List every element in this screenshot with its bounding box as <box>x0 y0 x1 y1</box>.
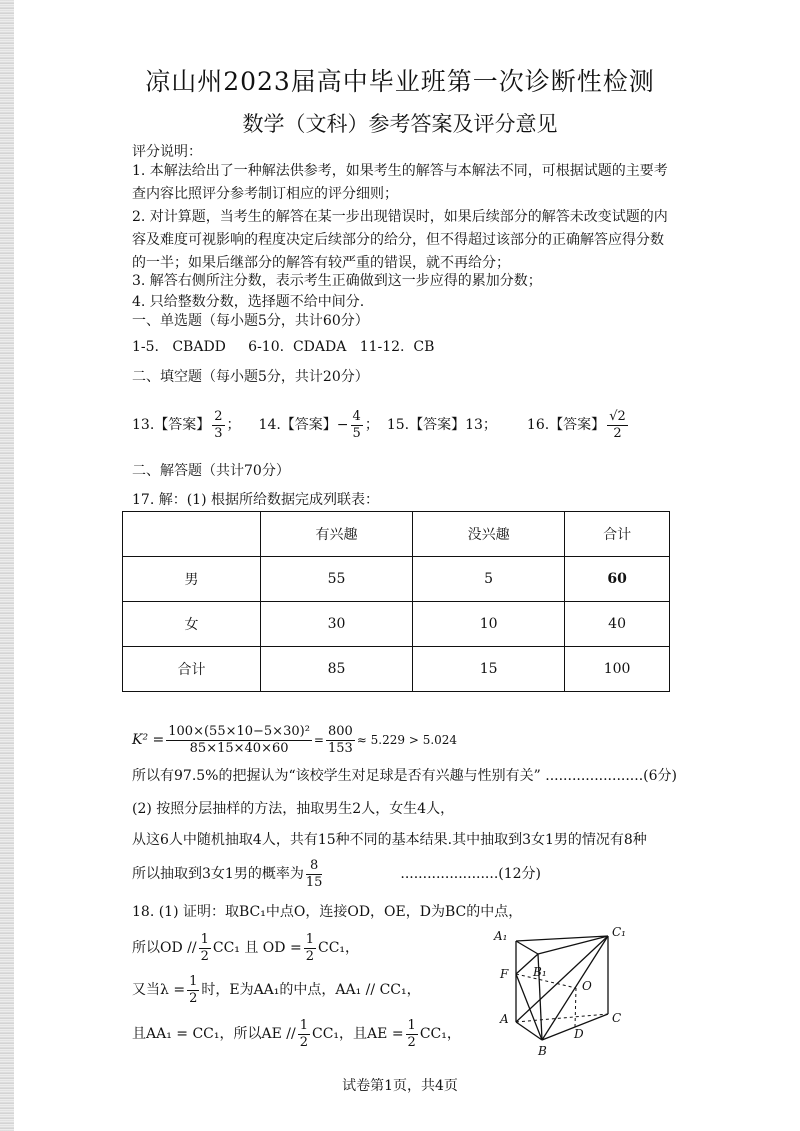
table-cell: 55 <box>261 557 413 602</box>
table-header-cell: 有兴趣 <box>261 512 413 557</box>
note-1: 1. 本解法给出了一种解法供参考，如果考生的解答与本解法不同，可根据试题的主要考查内容比照评分参考制订相应的评分细则； <box>132 163 668 202</box>
edge-a1c1 <box>516 936 608 941</box>
label-o: O <box>582 979 592 993</box>
table-cell: 男 <box>123 557 261 602</box>
k2-fraction2 <box>326 724 355 757</box>
half-num: 1 <box>200 931 209 947</box>
k2-fraction <box>166 724 312 757</box>
q17-probability <box>132 856 541 892</box>
half-num: 1 <box>407 1017 416 1033</box>
table-cell: 85 <box>261 647 413 692</box>
section3-heading: 二、解答题（共计70分） <box>132 463 290 479</box>
note-4: 4. 只给整数分数，选择题不给中间分. <box>132 294 365 310</box>
page-footer: 试卷第1页，共4页 <box>342 1078 458 1094</box>
section2-heading: 二、填空题（每小题5分，共计20分） <box>132 369 369 385</box>
q18-line3a: 又当λ = <box>132 982 186 998</box>
k2-eq: = <box>313 733 324 747</box>
q18-line4a: 且AA₁ = CC₁，所以AE // <box>132 1026 296 1042</box>
q18-line4b: CC₁，且AE = <box>312 1026 404 1042</box>
label-b: B <box>538 1044 547 1058</box>
half-den: 2 <box>299 1034 308 1050</box>
label-c: C <box>612 1011 622 1025</box>
note-3: 3. 解答右侧所注分数，表示考生正确做到这一步应得的累加分数； <box>132 273 542 289</box>
q15-answer: 15.【答案】13； <box>386 417 497 433</box>
q13-fraction <box>212 409 224 442</box>
q18-line2 <box>132 930 359 966</box>
fill-answers: 13.【答案】 $\frac{2}{3}$ ； 14.【答案】− $\frac{4}{5}$ ； 15.【答案】13； 16.【答案】 $\frac{√2}{2}$ <box>132 408 626 441</box>
q18-line1: 18. (1) 证明：取BC₁中点O，连接OD，OE，D为BC的中点， <box>132 904 523 920</box>
half-fraction <box>406 1018 418 1051</box>
table-header-row <box>123 512 670 557</box>
table-cell: 女 <box>123 602 261 647</box>
half-fraction <box>187 974 199 1007</box>
table-cell: 60 <box>565 557 670 602</box>
note-2: 2. 对计算题，当考生的解答在某一步出现错误时，如果后续部分的解答未改变试题的内容及难度可视影响的程度决定后续部分的给分，但不得超过该部分的正确解答应得分数的一半；如果后继部分的解答有较严重的错误，就不再给分； <box>132 209 668 271</box>
half-num: 1 <box>189 973 198 989</box>
half-fraction <box>199 932 211 965</box>
table-row <box>123 557 670 602</box>
half-num: 1 <box>305 931 314 947</box>
q18-line3 <box>132 972 421 1008</box>
k2-rhs: ≈ 5.229 > 5.024 <box>356 733 458 747</box>
q13-label: 13.【答案】 <box>132 417 211 433</box>
k2-formula <box>132 722 457 758</box>
half-num: 1 <box>299 1017 308 1033</box>
edge-od-hidden <box>575 988 576 1027</box>
half-den: 2 <box>189 990 198 1006</box>
edge-a1b1 <box>516 941 538 954</box>
table-cell: 100 <box>565 647 670 692</box>
q14-label: 14.【答案】− <box>258 417 349 433</box>
half-fraction <box>298 1018 310 1051</box>
label-c1: C₁ <box>612 925 626 939</box>
q16-fraction <box>607 409 628 442</box>
label-a1: A₁ <box>494 929 508 943</box>
edge-fb <box>516 974 542 1040</box>
table-header-cell <box>123 512 261 557</box>
q17-part2b: 从这6人中随机抽取4人，共有15种不同的基本结果.其中抽取到3女1男的情况有8种 <box>132 832 647 848</box>
page-title: 凉山州2023届高中毕业班第一次诊断性检测 <box>145 67 655 96</box>
q18-line4 <box>132 1016 461 1052</box>
q18-line2c: CC₁， <box>317 940 360 956</box>
contingency-table <box>122 511 670 692</box>
table-cell: 30 <box>261 602 413 647</box>
half-fraction <box>304 932 316 965</box>
q14-den: 5 <box>352 425 361 441</box>
q17-conclusion: 所以有97.5%的把握认为“该校学生对足球是否有兴趣与性别有关” ......................(6分) <box>132 768 677 784</box>
prob-score: ......................(12分) <box>400 866 542 882</box>
table-cell: 40 <box>565 602 670 647</box>
q16-den: 2 <box>613 425 622 441</box>
q18-line3b: 时，E为AA₁的中点，AA₁ // CC₁， <box>201 982 421 998</box>
prob-num: 8 <box>306 858 323 875</box>
q18-line2b: CC₁ 且 OD = <box>212 940 302 956</box>
label-d: D <box>574 1027 584 1041</box>
q14-fraction <box>351 409 363 442</box>
section1-answers: 1-5. CBADD 6-10. CDADA 11-12. CB <box>132 339 435 355</box>
table-cell: 10 <box>413 602 565 647</box>
k2-lhs: K² = <box>132 732 165 748</box>
q13-den: 3 <box>214 425 223 441</box>
q13-num: 2 <box>214 408 223 424</box>
half-den: 2 <box>200 948 209 964</box>
prob-den: 15 <box>305 874 323 890</box>
q14-num: 4 <box>352 408 361 424</box>
prob-label: 所以抽取到3女1男的概率为 <box>132 866 304 882</box>
page-subtitle: 数学（文科）参考答案及评分意见 <box>242 112 558 136</box>
q18-line2a: 所以OD // <box>132 940 197 956</box>
label-b1: B₁ <box>533 965 547 979</box>
notes-heading: 评分说明： <box>132 144 202 160</box>
q17-intro: 17. 解：(1) 根据所给数据完成列联表： <box>132 492 379 508</box>
k2-num: 100×(55×10−5×30)² <box>168 723 310 739</box>
scan-edge <box>0 0 14 1131</box>
k2-den2: 153 <box>327 740 353 756</box>
table-header-cell: 合计 <box>565 512 670 557</box>
k2-den: 85×15×40×60 <box>189 740 289 756</box>
table-row <box>123 647 670 692</box>
q18-line4c: CC₁， <box>419 1026 461 1042</box>
table-row <box>123 602 670 647</box>
q17-part2: (2) 按照分层抽样的方法，抽取男生2人，女生4人， <box>132 801 455 817</box>
prism-figure <box>486 924 636 1059</box>
label-a: A <box>500 1012 509 1026</box>
prob-fraction <box>306 858 323 891</box>
table-cell: 合计 <box>123 647 261 692</box>
table-cell: 5 <box>413 557 565 602</box>
section1-heading: 一、单选题（每小题5分，共计60分） <box>132 313 369 329</box>
q16-label: 16.【答案】 <box>526 417 606 433</box>
label-f: F <box>500 967 509 981</box>
q16-num: √2 <box>609 408 626 424</box>
table-cell: 15 <box>413 647 565 692</box>
k2-num2: 800 <box>327 723 353 739</box>
half-den: 2 <box>305 948 314 964</box>
edge-ac-hidden <box>516 1014 608 1022</box>
table-header-cell: 没兴趣 <box>413 512 565 557</box>
half-den: 2 <box>407 1034 416 1050</box>
